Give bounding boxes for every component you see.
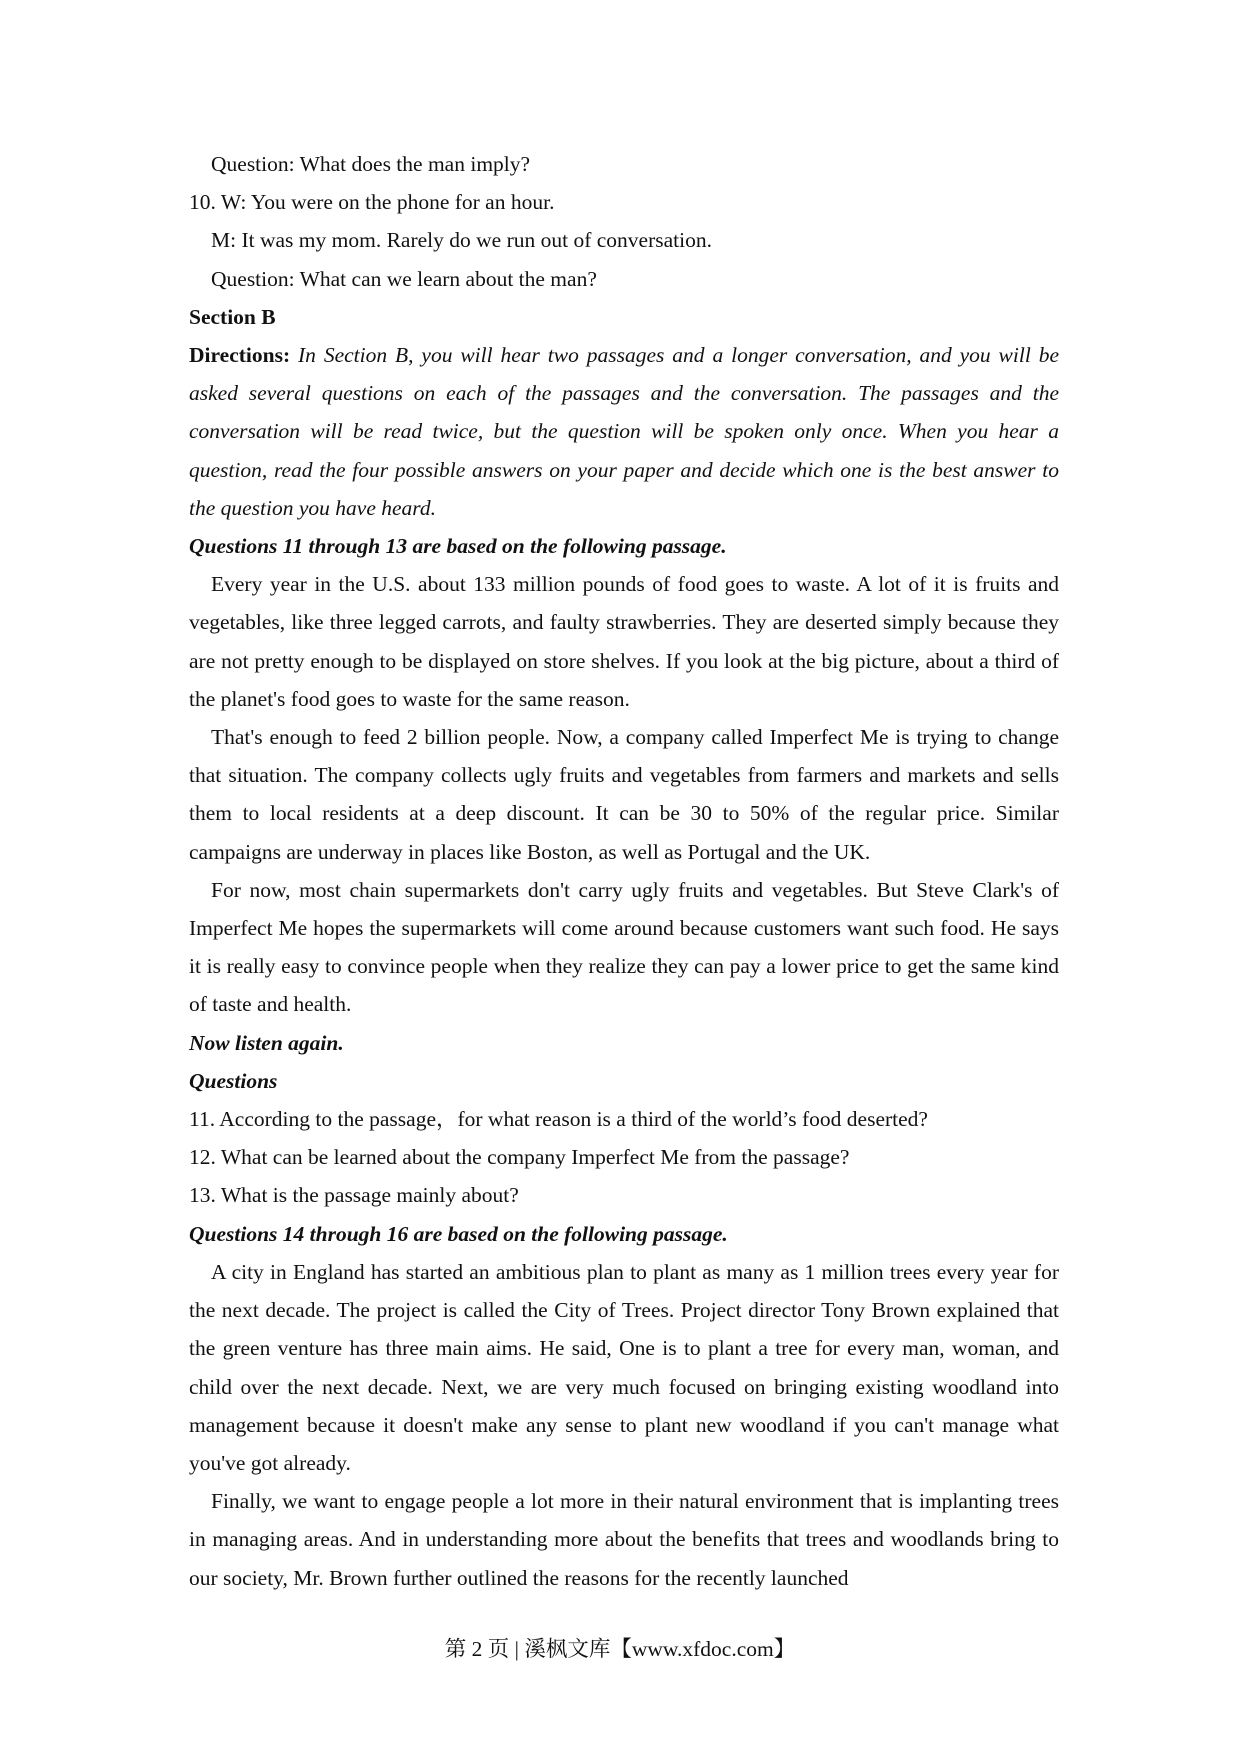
passage-2-paragraph-2: Finally, we want to engage people a lot more in their natural environment that is implanting trees in managing areas. And in understanding more about the benefits that trees and woodlands bring to our society, Mr. Brown further outlined the reasons for the recently launched — [189, 1489, 1059, 1590]
directions-label: Directions: — [189, 343, 291, 368]
question-10-prompt: Question: What can we learn about the man? — [211, 266, 597, 291]
passage-1-paragraph-1: Every year in the U.S. about 133 million pounds of food goes to waste. A lot of it is fruits and vegetables, like three legged carrots, and faulty strawberries. They are deserted simply because they are not pretty enough to be displayed on store shelves. If you look at the big picture, about a third of the planet's food goes to waste for the same reason. — [189, 572, 1059, 711]
listen-again-label: Now listen again. — [189, 1030, 344, 1055]
questions-label: Questions — [189, 1068, 278, 1093]
item-10-man-line: M: It was my mom. Rarely do we run out of conversation. — [211, 228, 712, 253]
directions-paragraph — [189, 336, 1059, 527]
passage-2-heading: Questions 14 through 16 are based on the following passage. — [189, 1221, 728, 1246]
question-12: 12. What can be learned about the company Imperfect Me from the passage? — [189, 1145, 850, 1170]
question-13: 13. What is the passage mainly about? — [189, 1183, 519, 1208]
question-9-prompt: Question: What does the man imply? — [211, 152, 531, 176]
question-11: 11. According to the passage，for what reason is a third of the world’s food deserted? — [189, 1107, 928, 1132]
passage-2-paragraph-1: A city in England has started an ambitious plan to plant as many as 1 million trees every year for the next decade. The project is called the City of Trees. Project director Tony Brown explained that the green venture has three main aims. He said, One is to plant a tree for every man, woman, and child over the next decade. Next, we are very much focused on bringing existing woodland into management because it doesn't make any sense to plant new woodland if you can't manage what you've got already. — [189, 1259, 1059, 1475]
passage-1-heading: Questions 11 through 13 are based on the following passage. — [189, 534, 727, 559]
page-footer: 第 2 页 | 溪枫文库【www.xfdoc.com】 — [444, 1637, 796, 1661]
section-b-heading: Section B — [189, 304, 276, 329]
passage-1-paragraph-2: That's enough to feed 2 billion people. Now, a company called Imperfect Me is trying to change that situation. The company collects ugly fruits and vegetables from farmers and markets and sells them to local residents at a deep discount. It can be 30 to 50% of the regular price. Similar campaigns are underway in places like Boston, as well as Portugal and the UK. — [189, 725, 1059, 864]
passage-1-paragraph-3: For now, most chain supermarkets don't carry ugly fruits and vegetables. But Steve Clark's of Imperfect Me hopes the supermarkets will come around because customers want such food. He says it is really easy to convince people when they realize they can pay a lower price to get the same kind of taste and health. — [189, 877, 1059, 1017]
directions-text: In Section B, you will hear two passages and a longer conversation, and you will be asked several questions on each of the passages and the conversation. The passages and the conversation will be read twice, but the question will be spoken only once. When you hear a question, read the four possible answers on your paper and decide which one is the best answer to the question you have heard. — [189, 343, 1059, 520]
item-10-woman-line: 10. W: You were on the phone for an hour. — [189, 190, 555, 215]
document-body — [189, 145, 1059, 1597]
